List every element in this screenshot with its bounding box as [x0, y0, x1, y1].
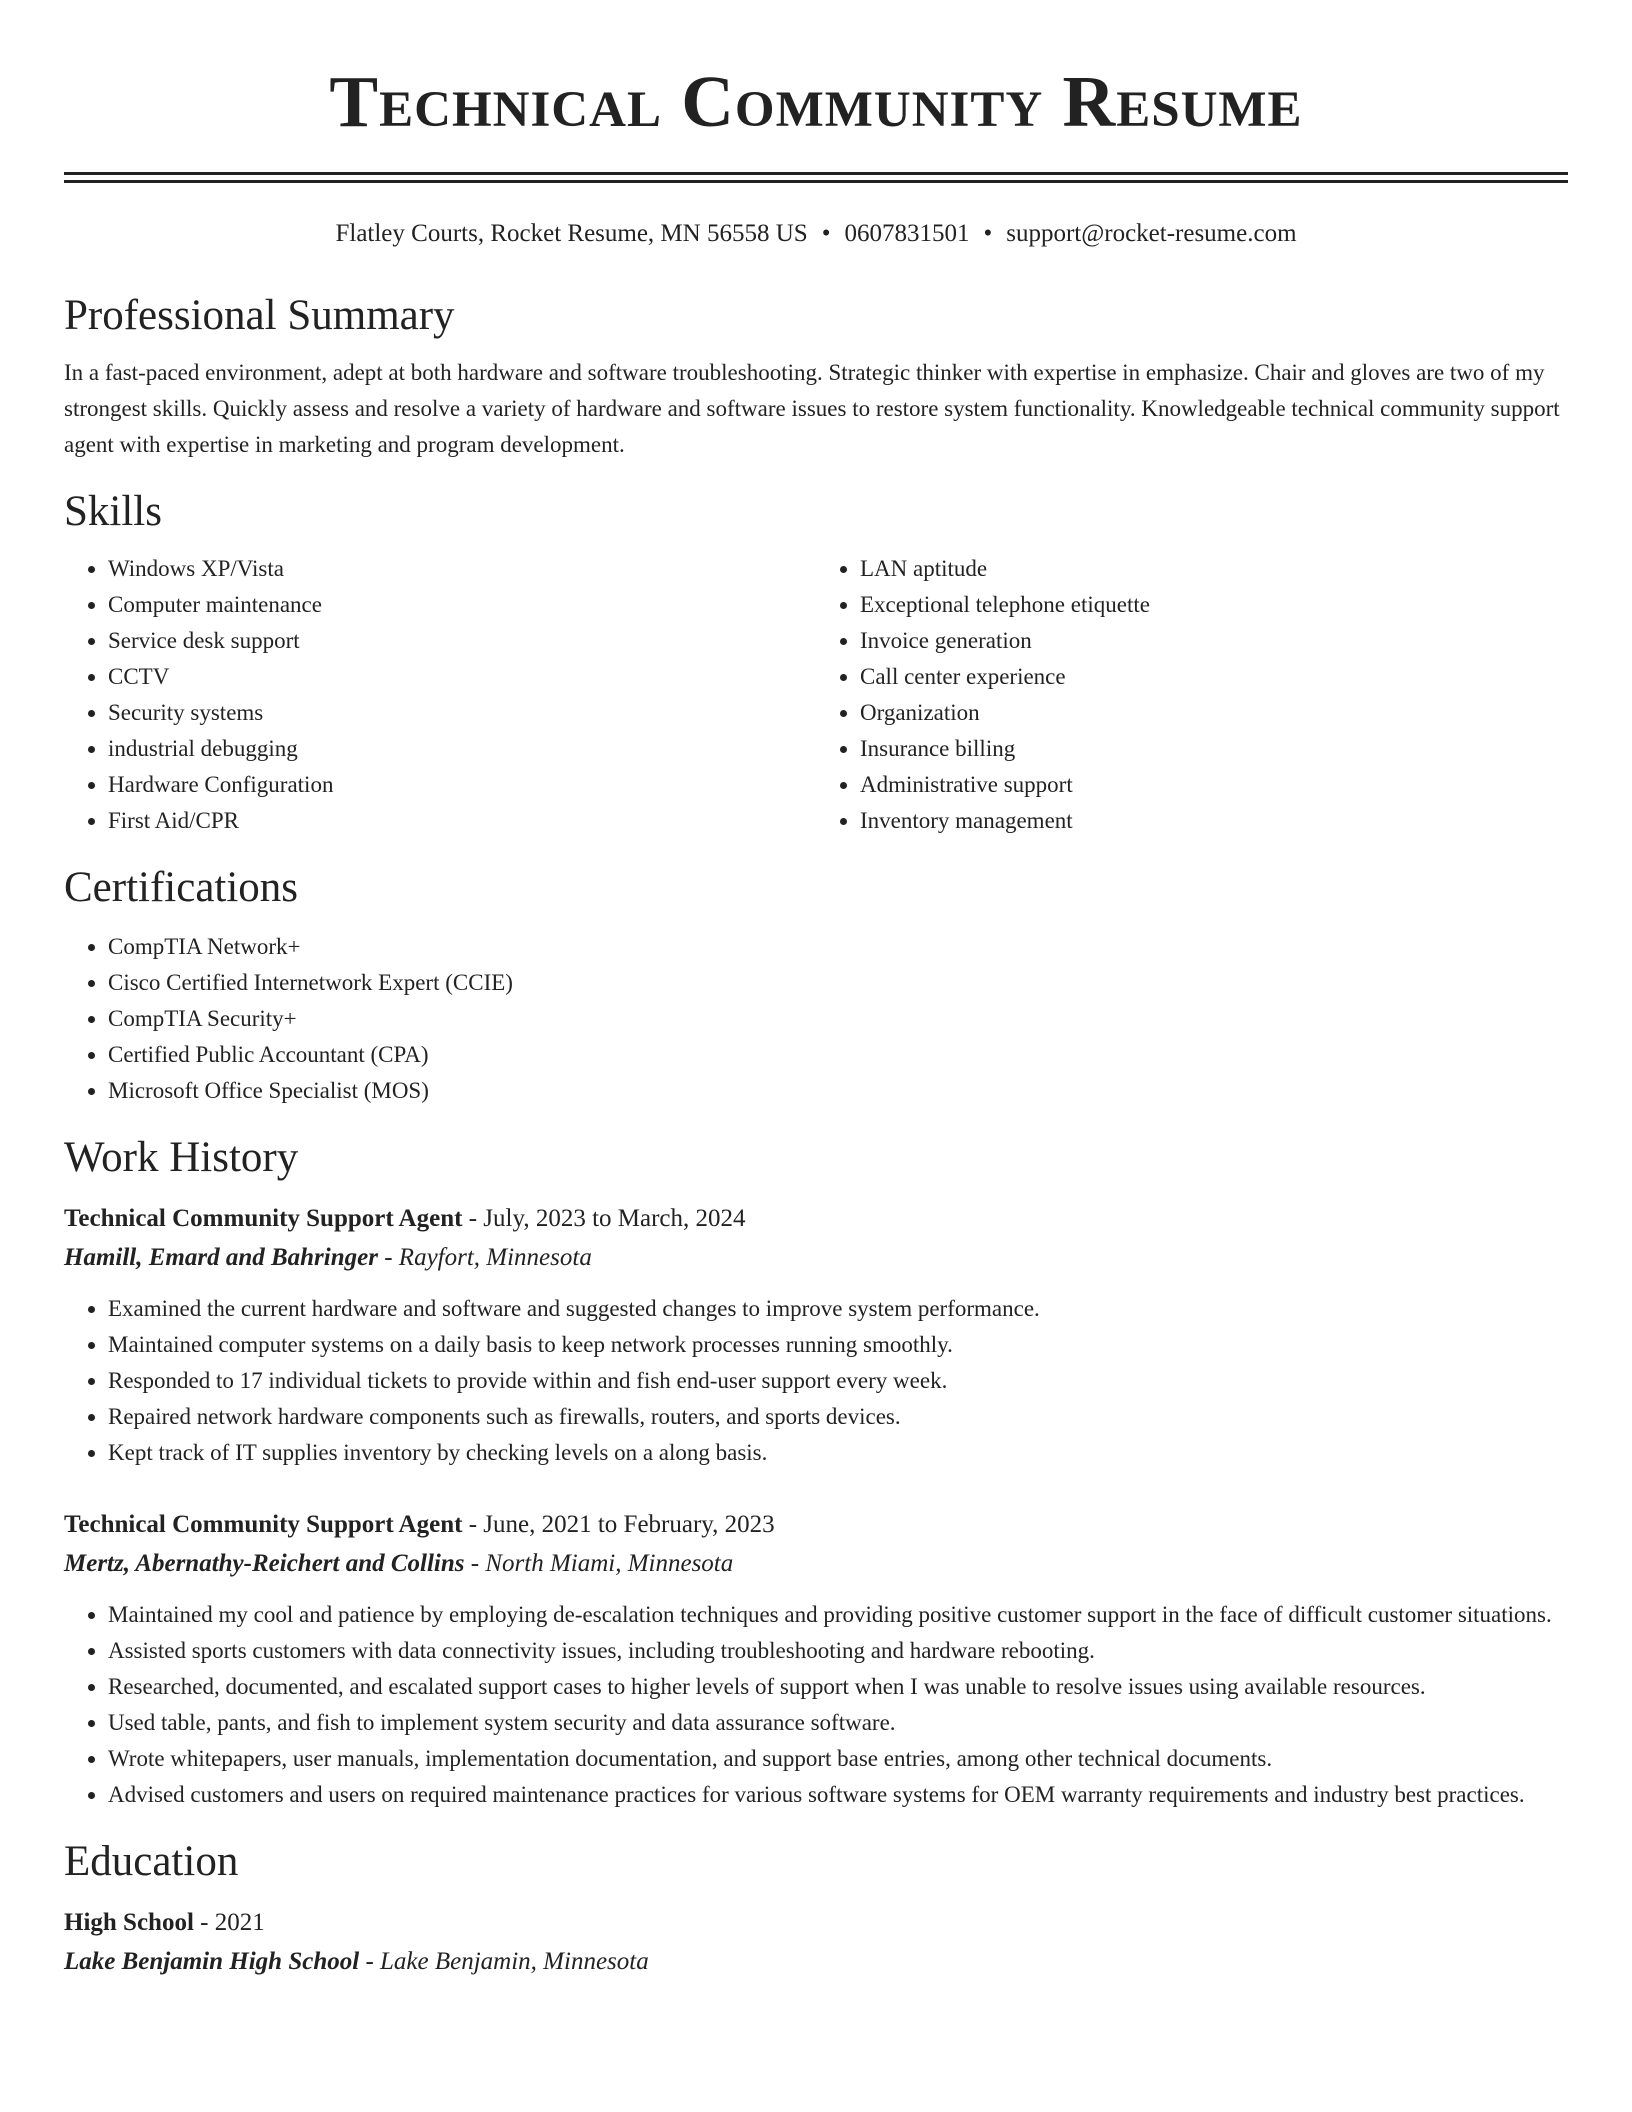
employer-name: Hamill, Emard and Bahringer — [64, 1244, 378, 1271]
degree: High School — [64, 1909, 194, 1936]
degree-line — [64, 1903, 1568, 1942]
job-bullet: • Kept track of IT supplies inventory by checking levels on a along basis. — [108, 1435, 1568, 1471]
employer-name: Mertz, Abernathy-Reichert and Collins — [64, 1550, 465, 1577]
resume-title: Technical Community Resume — [329, 61, 1303, 142]
job-bullet: • Wrote whitepapers, user manuals, implementation documentation, and support base entries, among other technical documents. — [108, 1741, 1568, 1777]
education-heading: Education — [64, 1838, 239, 1885]
job-bullets — [64, 1291, 1568, 1471]
contact-address: Flatley Courts, Rocket Resume, MN 56558 US — [335, 220, 808, 247]
job-entry — [64, 1199, 1568, 1471]
skill-item: • Computer maintenance — [108, 587, 816, 623]
title-double-rule — [64, 172, 1568, 183]
skill-item: • Invoice generation — [860, 623, 1568, 659]
contact-separator: • — [983, 220, 993, 247]
job-bullet: • Maintained my cool and patience by employing de-escalation techniques and providing positive customer support in the face of difficult customer situations. — [108, 1597, 1568, 1633]
job-entry — [64, 1505, 1568, 1813]
skills-section — [64, 487, 1568, 839]
school-location: - Lake Benjamin, Minnesota — [359, 1948, 649, 1975]
job-title-line — [64, 1505, 1568, 1544]
skill-item: • Organization — [860, 695, 1568, 731]
summary-section — [64, 291, 1568, 463]
school-name: Lake Benjamin High School — [64, 1948, 360, 1975]
contact-separator: • — [821, 220, 831, 247]
skills-heading: Skills — [64, 488, 162, 535]
school-line — [64, 1942, 1568, 1981]
certifications-heading: Certifications — [64, 864, 299, 911]
skills-columns — [64, 551, 1568, 839]
work-history-section — [64, 1133, 1568, 1813]
job-dates: - June, 2021 to February, 2023 — [462, 1511, 775, 1538]
contact-line — [64, 219, 1568, 249]
job-bullet: • Advised customers and users on required maintenance practices for various software systems for OEM warranty requirements and industry best practices. — [108, 1777, 1568, 1813]
job-dates: - July, 2023 to March, 2024 — [462, 1205, 746, 1232]
certification-item: • CompTIA Security+ — [108, 1001, 1568, 1037]
skill-item: • Inventory management — [860, 803, 1568, 839]
skill-item: • Windows XP/Vista — [108, 551, 816, 587]
employer-line — [64, 1238, 1568, 1277]
skills-right-list — [816, 551, 1568, 839]
summary-heading: Professional Summary — [64, 292, 455, 339]
skill-item: • industrial debugging — [108, 731, 816, 767]
education-entry — [64, 1903, 1568, 1981]
certification-item: • Microsoft Office Specialist (MOS) — [108, 1073, 1568, 1109]
job-bullet: • Assisted sports customers with data connectivity issues, including troubleshooting and hardware rebooting. — [108, 1633, 1568, 1669]
job-bullets — [64, 1597, 1568, 1813]
certification-item: • CompTIA Network+ — [108, 929, 1568, 965]
skill-item: • Service desk support — [108, 623, 816, 659]
contact-email[interactable]: support@rocket-resume.com — [1006, 220, 1297, 247]
skill-item: • LAN aptitude — [860, 551, 1568, 587]
graduation-year: - 2021 — [193, 1909, 265, 1936]
job-bullet: • Researched, documented, and escalated support cases to higher levels of support when I was unable to resolve issues using available resources. — [108, 1669, 1568, 1705]
certification-item: • Cisco Certified Internetwork Expert (CCIE) — [108, 965, 1568, 1001]
job-bullet: • Used table, pants, and fish to implement system security and data assurance software. — [108, 1705, 1568, 1741]
skill-item: • Insurance billing — [860, 731, 1568, 767]
work-history-heading: Work History — [64, 1134, 299, 1181]
employer-location: - North Miami, Minnesota — [464, 1550, 734, 1577]
certifications-section — [64, 863, 1568, 1109]
skill-item: • Hardware Configuration — [108, 767, 816, 803]
job-title-line — [64, 1199, 1568, 1238]
summary-text: In a fast-paced environment, adept at both hardware and software troubleshooting. Strategic thinker with expertise in emphasize. Chair and gloves are two of my strongest skills. Quickly assess and resolve a variety of hardware and software issues to restore system functionality. Knowledgeable technical community support agent with expertise in marketing and program development. — [64, 360, 1560, 457]
skill-item: • Security systems — [108, 695, 816, 731]
employer-location: - Rayfort, Minnesota — [377, 1244, 592, 1271]
certifications-list — [64, 929, 1568, 1109]
job-title: Technical Community Support Agent — [64, 1205, 463, 1232]
job-bullet: • Examined the current hardware and software and suggested changes to improve system performance. — [108, 1291, 1568, 1327]
job-bullet: • Maintained computer systems on a daily basis to keep network processes running smoothly. — [108, 1327, 1568, 1363]
job-bullet: • Repaired network hardware components such as firewalls, routers, and sports devices. — [108, 1399, 1568, 1435]
skill-item: • First Aid/CPR — [108, 803, 816, 839]
skill-item: • Call center experience — [860, 659, 1568, 695]
employer-line — [64, 1544, 1568, 1583]
contact-phone: 0607831501 — [844, 220, 970, 247]
skill-item: • Exceptional telephone etiquette — [860, 587, 1568, 623]
job-bullet: • Responded to 17 individual tickets to provide within and fish end-user support every week. — [108, 1363, 1568, 1399]
skill-item: • Administrative support — [860, 767, 1568, 803]
job-title: Technical Community Support Agent — [64, 1511, 463, 1538]
skills-left-list — [64, 551, 816, 839]
skill-item: • CCTV — [108, 659, 816, 695]
education-section — [64, 1837, 1568, 1981]
certification-item: • Certified Public Accountant (CPA) — [108, 1037, 1568, 1073]
